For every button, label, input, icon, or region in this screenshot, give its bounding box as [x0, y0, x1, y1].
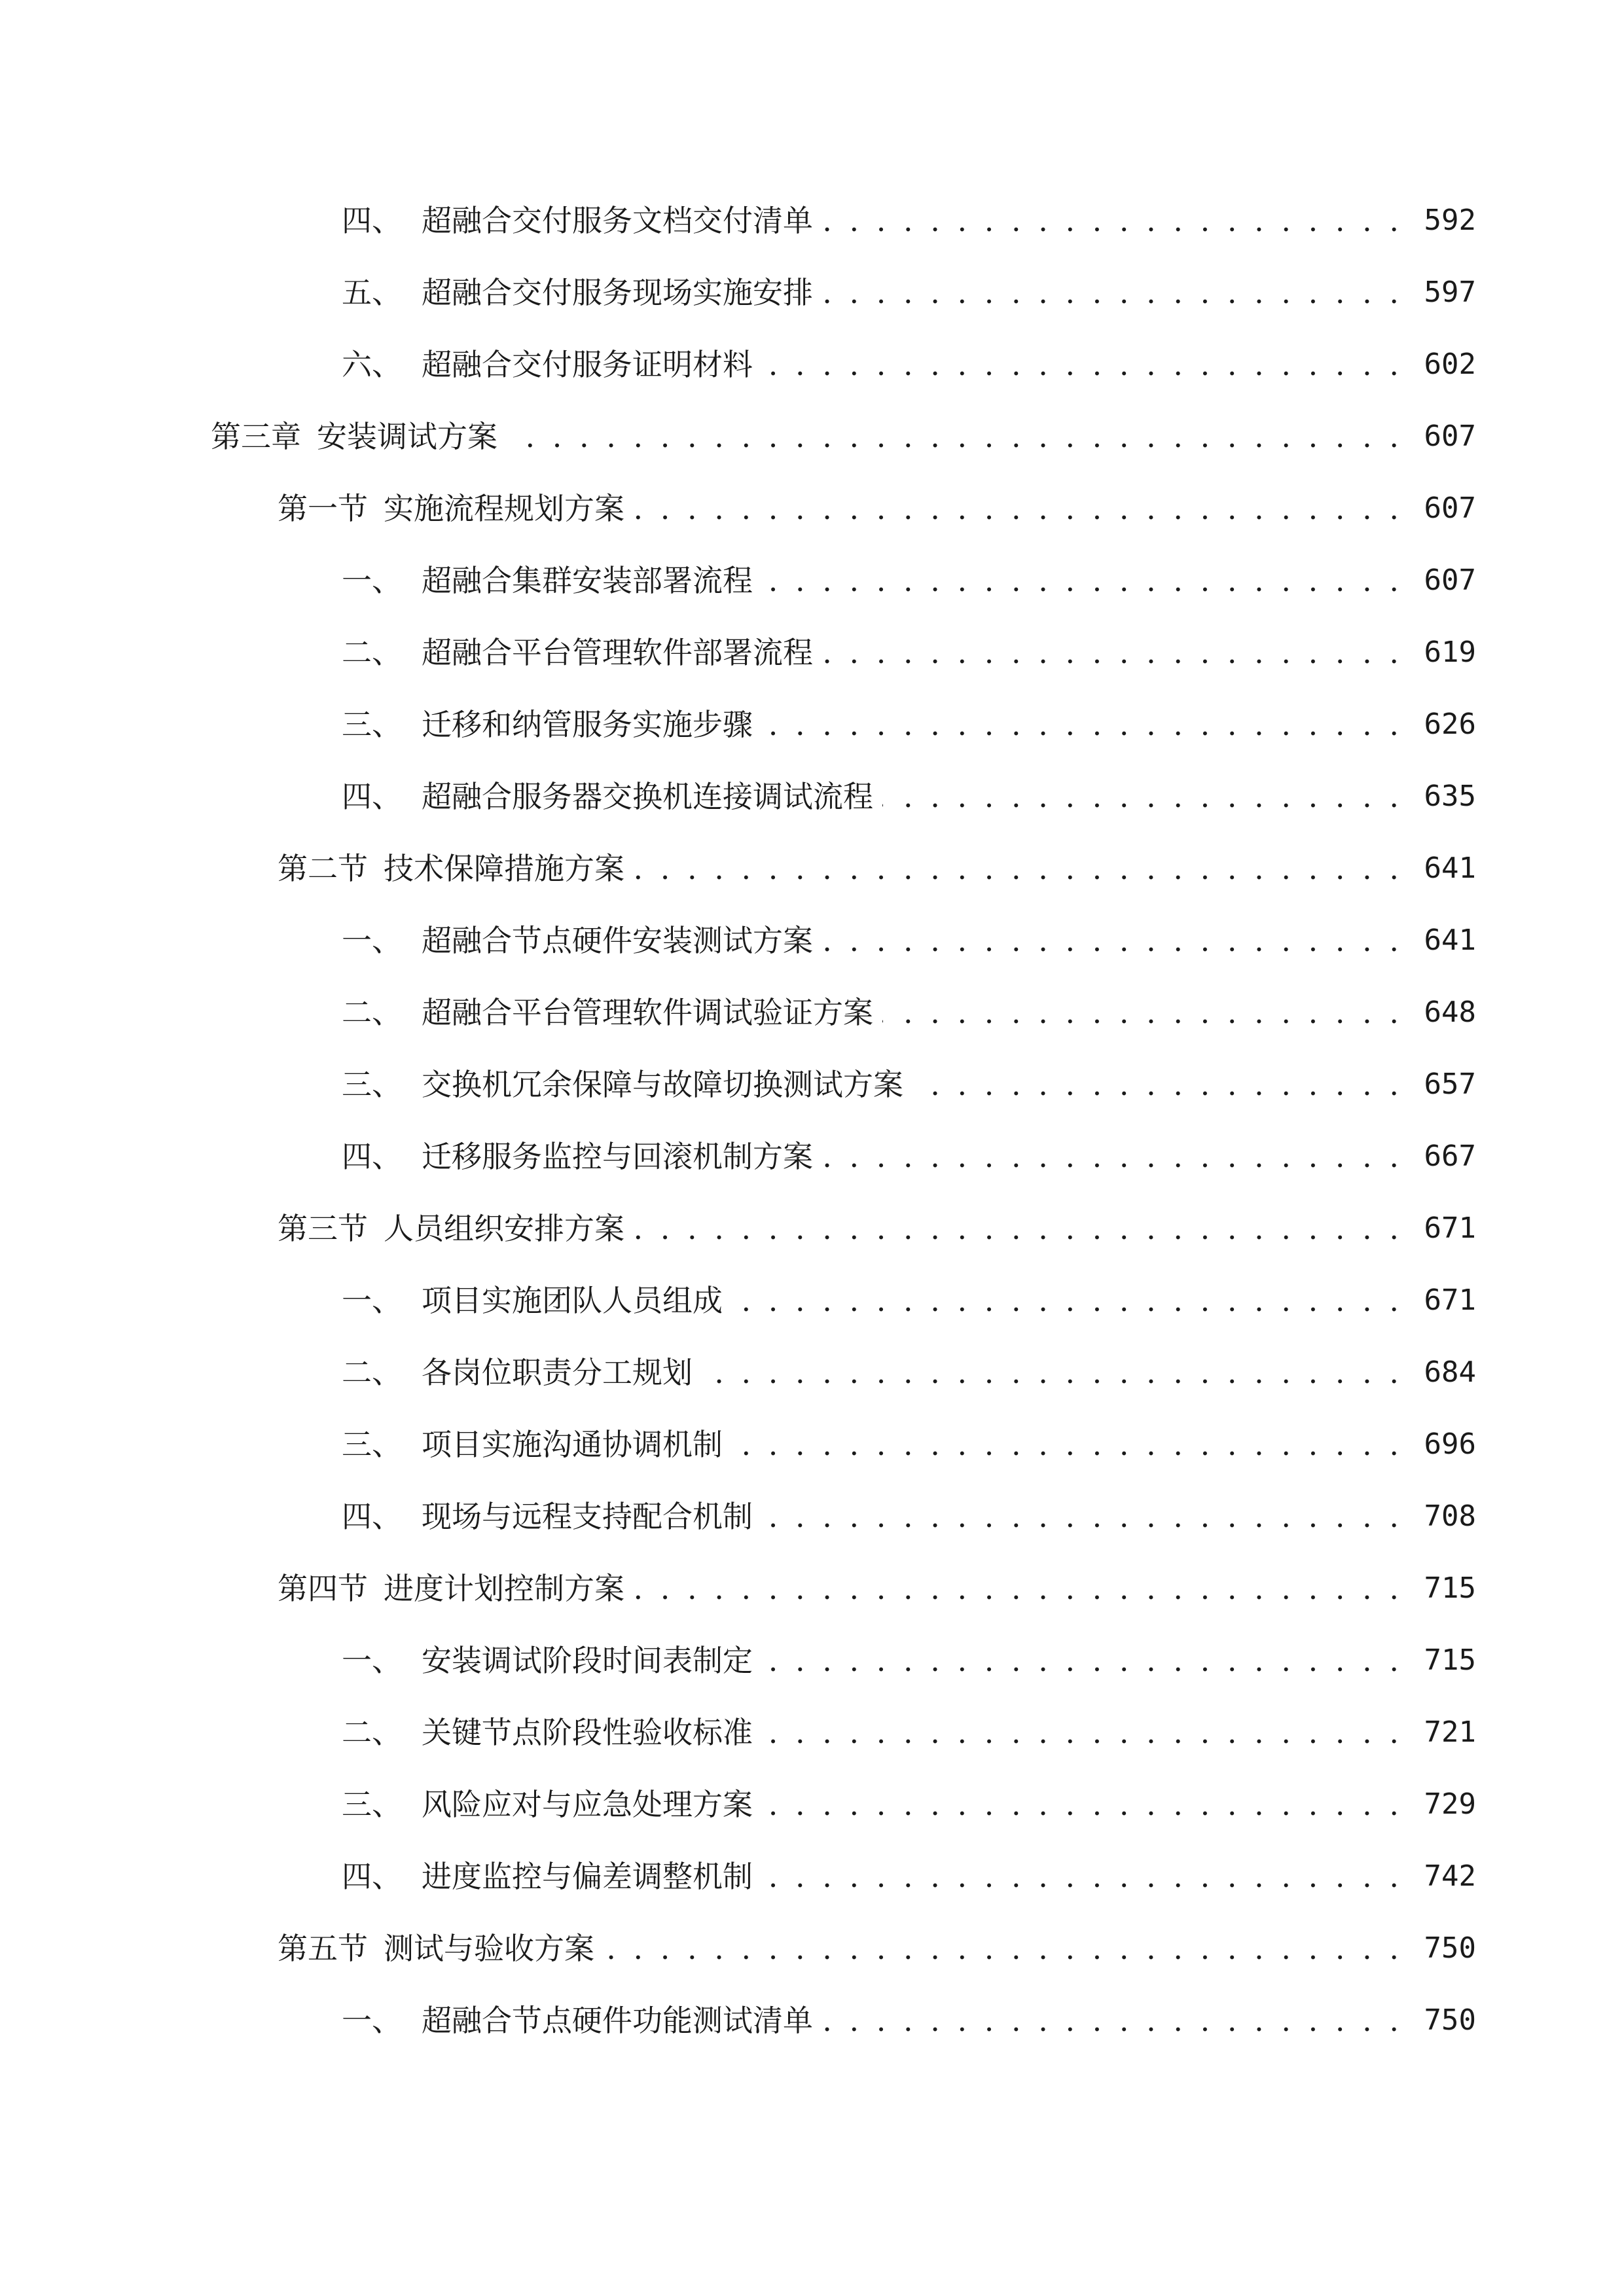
toc-entry-number: 三、: [342, 707, 402, 742]
dot-leader: [822, 2003, 1403, 2038]
toc-entry-page-number: 671: [1424, 1211, 1476, 1245]
toc-entry-chapter[interactable]: [0, 404, 1624, 476]
toc-entry-item[interactable]: [0, 1268, 1624, 1340]
toc-entry-page-number: 750: [1424, 2003, 1476, 2037]
toc-entry-title: 交换机冗余保障与故障切换测试方案: [422, 1067, 903, 1102]
toc-entry-item[interactable]: [0, 1340, 1624, 1412]
dot-leader: [762, 1499, 1403, 1534]
toc-entry-number: 三、: [342, 1067, 402, 1102]
toc-entry-page-number: 721: [1424, 1715, 1476, 1749]
toc-entry-page-number: 607: [1424, 420, 1476, 453]
toc-entry-number: 第四节: [278, 1571, 368, 1606]
toc-entry-title: 各岗位职责分工规划: [422, 1355, 693, 1390]
toc-entry-number: 四、: [342, 1139, 402, 1174]
toc-entry-title: 技术保障措施方案: [384, 851, 624, 886]
toc-entry-number: 五、: [342, 275, 402, 310]
toc-entry-page-number: 641: [1424, 852, 1476, 885]
toc-entry-number: 一、: [342, 1283, 402, 1318]
toc-entry-item[interactable]: [0, 908, 1624, 980]
toc-entry-number: 二、: [342, 635, 402, 670]
toc-entry-item[interactable]: [0, 1052, 1624, 1124]
toc-entry-number: 四、: [342, 203, 402, 238]
toc-entry-section[interactable]: [0, 1196, 1624, 1268]
dot-leader: [822, 923, 1403, 958]
toc-entry-title: 迁移和纳管服务实施步骤: [422, 707, 753, 742]
dot-leader: [762, 1715, 1403, 1750]
toc-entry-number: 第五节: [278, 1931, 368, 1966]
toc-entry-item[interactable]: [0, 1772, 1624, 1844]
toc-entry-section[interactable]: [0, 836, 1624, 908]
toc-entry-item[interactable]: [0, 1700, 1624, 1772]
toc-entry-title: 迁移服务监控与回滚机制方案: [422, 1139, 813, 1174]
dot-leader: [762, 1643, 1403, 1678]
toc-entry-title: 超融合平台管理软件调试验证方案: [422, 995, 873, 1030]
toc-entry-title: 超融合集群安装部署流程: [422, 563, 753, 598]
toc-entry-number: 二、: [342, 1355, 402, 1390]
dot-leader: [507, 419, 1403, 454]
table-of-contents: [0, 188, 1624, 2060]
toc-entry-title: 风险应对与应急处理方案: [422, 1787, 753, 1822]
dot-leader: [634, 1211, 1403, 1246]
dot-leader: [882, 779, 1403, 814]
toc-entry-title: 项目实施团队人员组成: [422, 1283, 723, 1318]
toc-entry-page-number: 696: [1424, 1427, 1476, 1461]
toc-entry-title: 超融合节点硬件功能测试清单: [422, 2003, 813, 2038]
toc-entry-page-number: 750: [1424, 1931, 1476, 1965]
toc-entry-item[interactable]: [0, 260, 1624, 332]
toc-entry-page-number: 657: [1424, 1067, 1476, 1101]
toc-entry-page-number: 607: [1424, 492, 1476, 525]
toc-entry-number: 四、: [342, 779, 402, 814]
toc-entry-page-number: 597: [1424, 276, 1476, 309]
dot-leader: [822, 635, 1403, 670]
toc-entry-page-number: 715: [1424, 1643, 1476, 1677]
toc-entry-title: 超融合服务器交换机连接调试流程: [422, 779, 873, 814]
toc-entry-number: 四、: [342, 1499, 402, 1534]
dot-leader: [822, 1139, 1403, 1174]
toc-entry-item[interactable]: [0, 1124, 1624, 1196]
dot-leader: [732, 1427, 1403, 1462]
dot-leader: [822, 275, 1403, 310]
toc-entry-page-number: 592: [1424, 204, 1476, 237]
toc-entry-item[interactable]: [0, 332, 1624, 404]
toc-entry-item[interactable]: [0, 692, 1624, 764]
dot-leader: [762, 1787, 1403, 1822]
toc-entry-number: 一、: [342, 1643, 402, 1678]
toc-entry-page-number: 635: [1424, 780, 1476, 813]
dot-leader: [762, 563, 1403, 598]
toc-entry-item[interactable]: [0, 620, 1624, 692]
toc-entry-title: 测试与验收方案: [384, 1931, 594, 1966]
toc-entry-page-number: 641: [1424, 924, 1476, 957]
toc-entry-title: 关键节点阶段性验收标准: [422, 1715, 753, 1750]
toc-entry-item[interactable]: [0, 1484, 1624, 1556]
toc-entry-number: 四、: [342, 1859, 402, 1894]
toc-entry-page-number: 602: [1424, 348, 1476, 381]
toc-entry-number: 第一节: [278, 491, 368, 526]
toc-entry-page-number: 607: [1424, 564, 1476, 597]
dot-leader: [634, 1571, 1403, 1606]
toc-entry-item[interactable]: [0, 1628, 1624, 1700]
toc-entry-title: 超融合节点硬件安装测试方案: [422, 923, 813, 958]
toc-entry-page-number: 684: [1424, 1355, 1476, 1389]
dot-leader: [732, 1283, 1403, 1318]
dot-leader: [822, 203, 1403, 238]
toc-entry-page-number: 619: [1424, 636, 1476, 669]
toc-entry-title: 项目实施沟通协调机制: [422, 1427, 723, 1462]
toc-entry-item[interactable]: [0, 1844, 1624, 1916]
toc-entry-page-number: 626: [1424, 708, 1476, 741]
dot-leader: [702, 1355, 1403, 1390]
toc-entry-page-number: 648: [1424, 996, 1476, 1029]
toc-entry-page-number: 729: [1424, 1787, 1476, 1821]
toc-entry-item[interactable]: [0, 764, 1624, 836]
dot-leader: [912, 1067, 1403, 1102]
toc-entry-title: 安装调试方案: [317, 419, 497, 454]
toc-entry-number: 一、: [342, 563, 402, 598]
toc-entry-number: 一、: [342, 2003, 402, 2038]
toc-entry-title: 超融合交付服务现场实施安排: [422, 275, 813, 310]
toc-entry-title: 安装调试阶段时间表制定: [422, 1643, 753, 1678]
dot-leader: [634, 851, 1403, 886]
dot-leader: [634, 491, 1403, 526]
toc-entry-title: 进度监控与偏差调整机制: [422, 1859, 753, 1894]
dot-leader: [604, 1931, 1403, 1966]
toc-entry-item[interactable]: [0, 548, 1624, 620]
toc-entry-number: 三、: [342, 1787, 402, 1822]
toc-entry-page-number: 671: [1424, 1283, 1476, 1317]
toc-entry-title: 超融合交付服务证明材料: [422, 347, 753, 382]
toc-entry-section[interactable]: [0, 1556, 1624, 1628]
toc-entry-number: 二、: [342, 995, 402, 1030]
toc-entry-number: 二、: [342, 1715, 402, 1750]
toc-entry-title: 超融合交付服务文档交付清单: [422, 203, 813, 238]
toc-entry-section[interactable]: [0, 1916, 1624, 1988]
toc-entry-number: 六、: [342, 347, 402, 382]
toc-entry-item[interactable]: [0, 1988, 1624, 2060]
toc-entry-title: 超融合平台管理软件部署流程: [422, 635, 813, 670]
toc-entry-item[interactable]: [0, 980, 1624, 1052]
toc-entry-page-number: 708: [1424, 1499, 1476, 1533]
toc-entry-number: 第三章: [211, 419, 301, 454]
toc-entry-section[interactable]: [0, 476, 1624, 548]
toc-entry-title: 实施流程规划方案: [384, 491, 624, 526]
toc-entry-number: 第三节: [278, 1211, 368, 1246]
toc-entry-title: 人员组织安排方案: [384, 1211, 624, 1246]
toc-entry-title: 进度计划控制方案: [384, 1571, 624, 1606]
toc-entry-number: 一、: [342, 923, 402, 958]
dot-leader: [762, 1859, 1403, 1894]
toc-entry-page-number: 667: [1424, 1139, 1476, 1173]
toc-entry-number: 三、: [342, 1427, 402, 1462]
toc-entry-item[interactable]: [0, 188, 1624, 260]
dot-leader: [882, 995, 1403, 1030]
dot-leader: [762, 707, 1403, 742]
toc-entry-page-number: 715: [1424, 1571, 1476, 1605]
toc-entry-number: 第二节: [278, 851, 368, 886]
toc-entry-item[interactable]: [0, 1412, 1624, 1484]
toc-entry-title: 现场与远程支持配合机制: [422, 1499, 753, 1534]
dot-leader: [762, 347, 1403, 382]
toc-entry-page-number: 742: [1424, 1859, 1476, 1893]
